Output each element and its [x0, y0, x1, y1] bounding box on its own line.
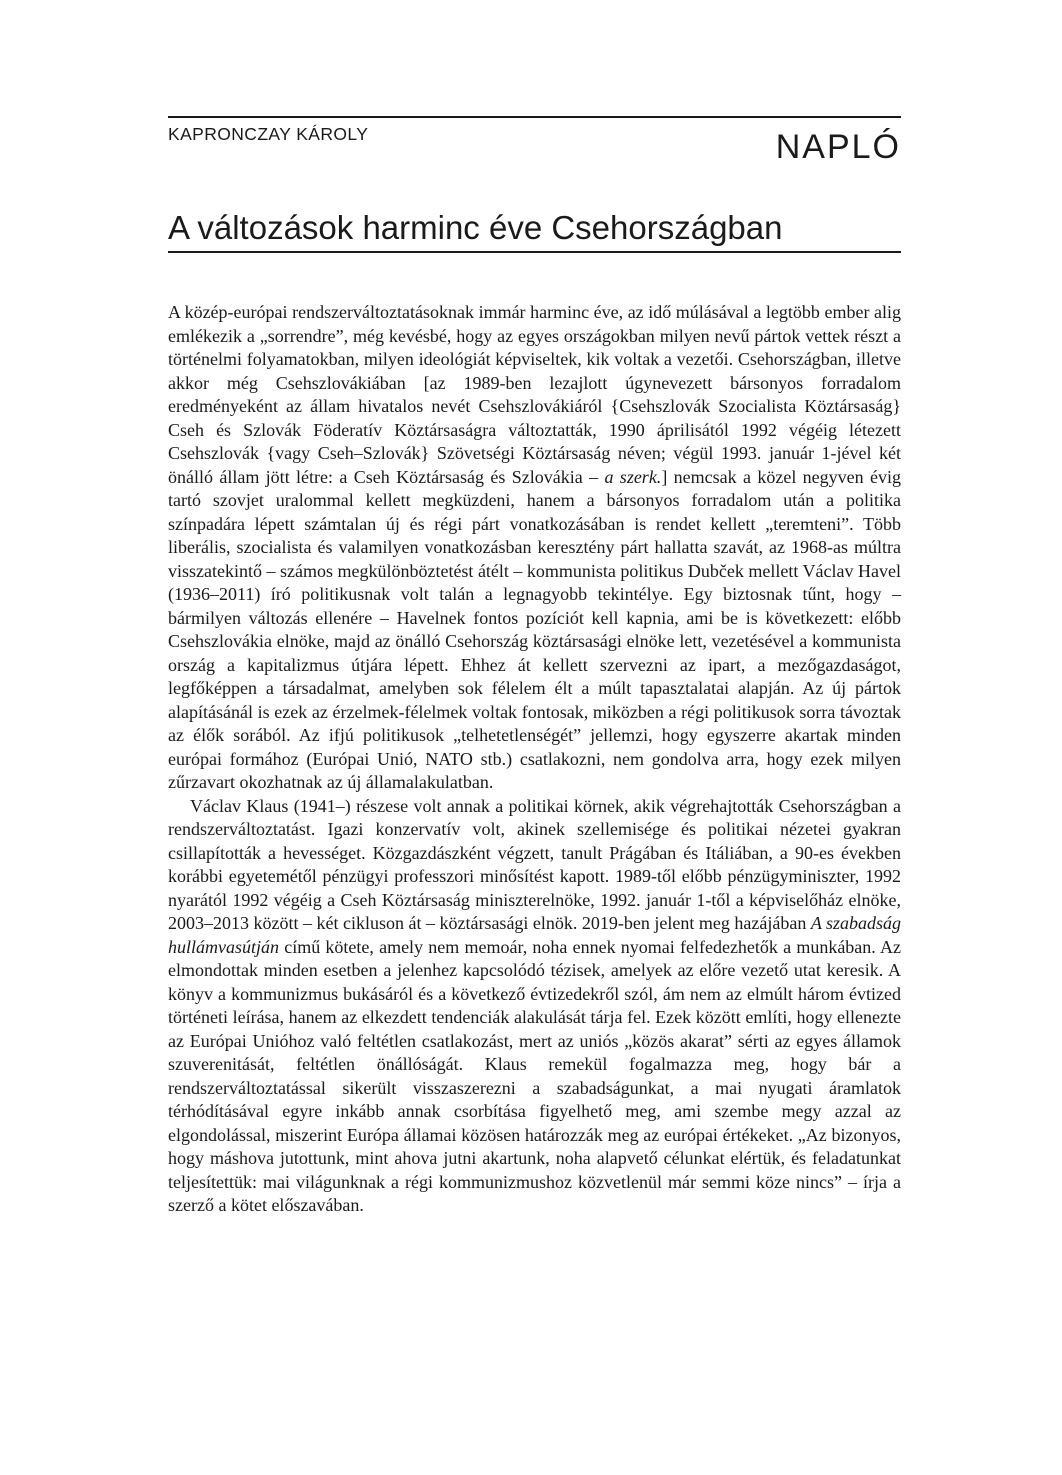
section-label: NAPLÓ	[775, 128, 901, 166]
book-title: A szabadság hullámvasútján	[168, 913, 902, 957]
paragraph-2-text-a: Václav Klaus (1941–) részese volt annak a politikai körnek, akik végrehajtották Csehországban a rendszerváltoztatást. Igazi konzervatív volt, akinek szellemisége és politikai nézetei gyakran csillapították a hevességet. Közgazdászként végzett, tanult Prágában és Itáliában, a 90-es években korábbi egyetemétől pénzügyi professzori minősítést kapott. 1989-től előbb pénzügyminiszter, 1992 nyarától 1992 végéig a Cseh Köztársaság miniszterelnöke, 1992. január 1-től a képviselőház elnöke, 2003–2013 között – két cikluson át – köztársasági elnök. 2019-ben jelent meg hazájában	[168, 795, 901, 933]
paragraph-2-text-b: című kötete, amely nem memoár, noha ennek nyomai felfedezhetők a munkában. Az elmondottak minden esetben a jelenhez kapcsolódó tézisek, amelyek az előre vezető utat keresik. A könyv a kommunizmus bukásáról és a következő évtizedekről szól, ám nem az elmúlt három évtized történeti leírása, hanem az elkezdett tendenciák alakulását tárja fel. Ezek között említi, hogy ellenezte az Európai Unióhoz való feltétlen csatlakozást, mert az uniós „közös akarat” sérti az egyes államok szuverenitását, feltétlen önállóságát. Klaus remekül fogalmazza meg, hogy bár a rendszerváltoztatással sikerült visszaszerezni a szabadságunkat, a mai nyugati áramlatok térhódításával egyre inkább annak csorbítása figyelhető meg, ami szembe megy azzal az elgondolással, miszerint Európa államai közösen határozzák meg az európai értékeket. „Az bizonyos, hogy máshova jutottunk, mint ahova jutni akartunk, noha alapvető célunkat elértük, és feladatunkat teljesítettük: mai világunknak a régi kommunizmushoz közvetlenül már semmi köze nincs” – írja a szerző a kötet előszavában.	[168, 936, 901, 1215]
paragraph-1-text-a: A közép-európai rendszerváltoztatásoknak immár harminc éve, az idő múlásával a legtöbb ember alig emlékezik a „sorrendre”, még kevésbé, hogy az egyes országokban milyen nevű pártok vettek részt a történelmi folyamatokban, milyen ideológiát képviseltek, kik voltak a vezetői. Csehországban, illetve akkor még Csehszlovákiában [az 1989-ben lezajlott úgynevezett bársonyos forradalom eredményeként az állam hivatalos nevét Csehszlovákiáról {Csehszlovák Szocialista Köztársaság} Cseh és Szlovák Föderatív Köztársaságra változtatták, 1990 áprilisától 1992 végéig létezett Csehszlovák {vagy Cseh–Szlovák} Szövetségi Köztársaság néven; végül 1993. január 1-jével két önálló állam jött létre: a Cseh Köztársaság és Szlovákia –	[168, 302, 901, 487]
page-header	[168, 118, 901, 180]
page	[168, 116, 901, 1218]
editor-note: a szerk.	[604, 466, 662, 487]
article-title: A változások harminc éve Csehországban	[168, 209, 901, 253]
paragraph-1-text-b: ] nemcsak a közel negyven évig tartó szovjet uralommal kellett megküzdeni, hanem a bársonyos forradalom után a politika színpadára lépett számtalan új és régi párt vonatkozásában is rendet kellett „teremteni”. Több liberális, szocialista és valamilyen vonatkozásban keresztény párt hallatta szavát, az 1968-as múltra visszatekintő – számos megkülönböztetést átélt – kommunista politikus Dubček mellett Václav Havel (1936–2011) író politikusnak volt talán a legnagyobb tekintélye. Egy biztosnak tűnt, hogy – bármilyen változás ellenére – Havelnek fontos pozíciót kell kapnia, ami be is következett: előbb Csehszlovákia elnöke, majd az önálló Csehország köztársasági elnöke lett, vezetésével a kommunista ország a kapitalizmus útjára lépett. Ehhez át kellett szervezni az ipart, a mezőgazdaságot, legfőképpen a társadalmat, amelyben sok félelem élt a múlt tapasztalatai alapján. Az új pártok alapításánál is ezek az érzelmek-félelmek voltak fontosak, miközben a régi politikusok sorra távoztak az élők sorából. Az ifjú politikusok „telhetetlenségét” jellemzi, hogy egyszerre akartak minden európai formához (Európai Unió, NATO stb.) csatlakozni, nem gondolva arra, hogy ezek milyen zűrzavart okozhatnak az új államalakulatban.	[168, 466, 902, 792]
paragraph-1	[168, 301, 901, 795]
paragraph-2	[168, 795, 901, 1218]
author-name: KAPRONCZAY KÁROLY	[168, 124, 369, 144]
article-body	[168, 301, 901, 1218]
